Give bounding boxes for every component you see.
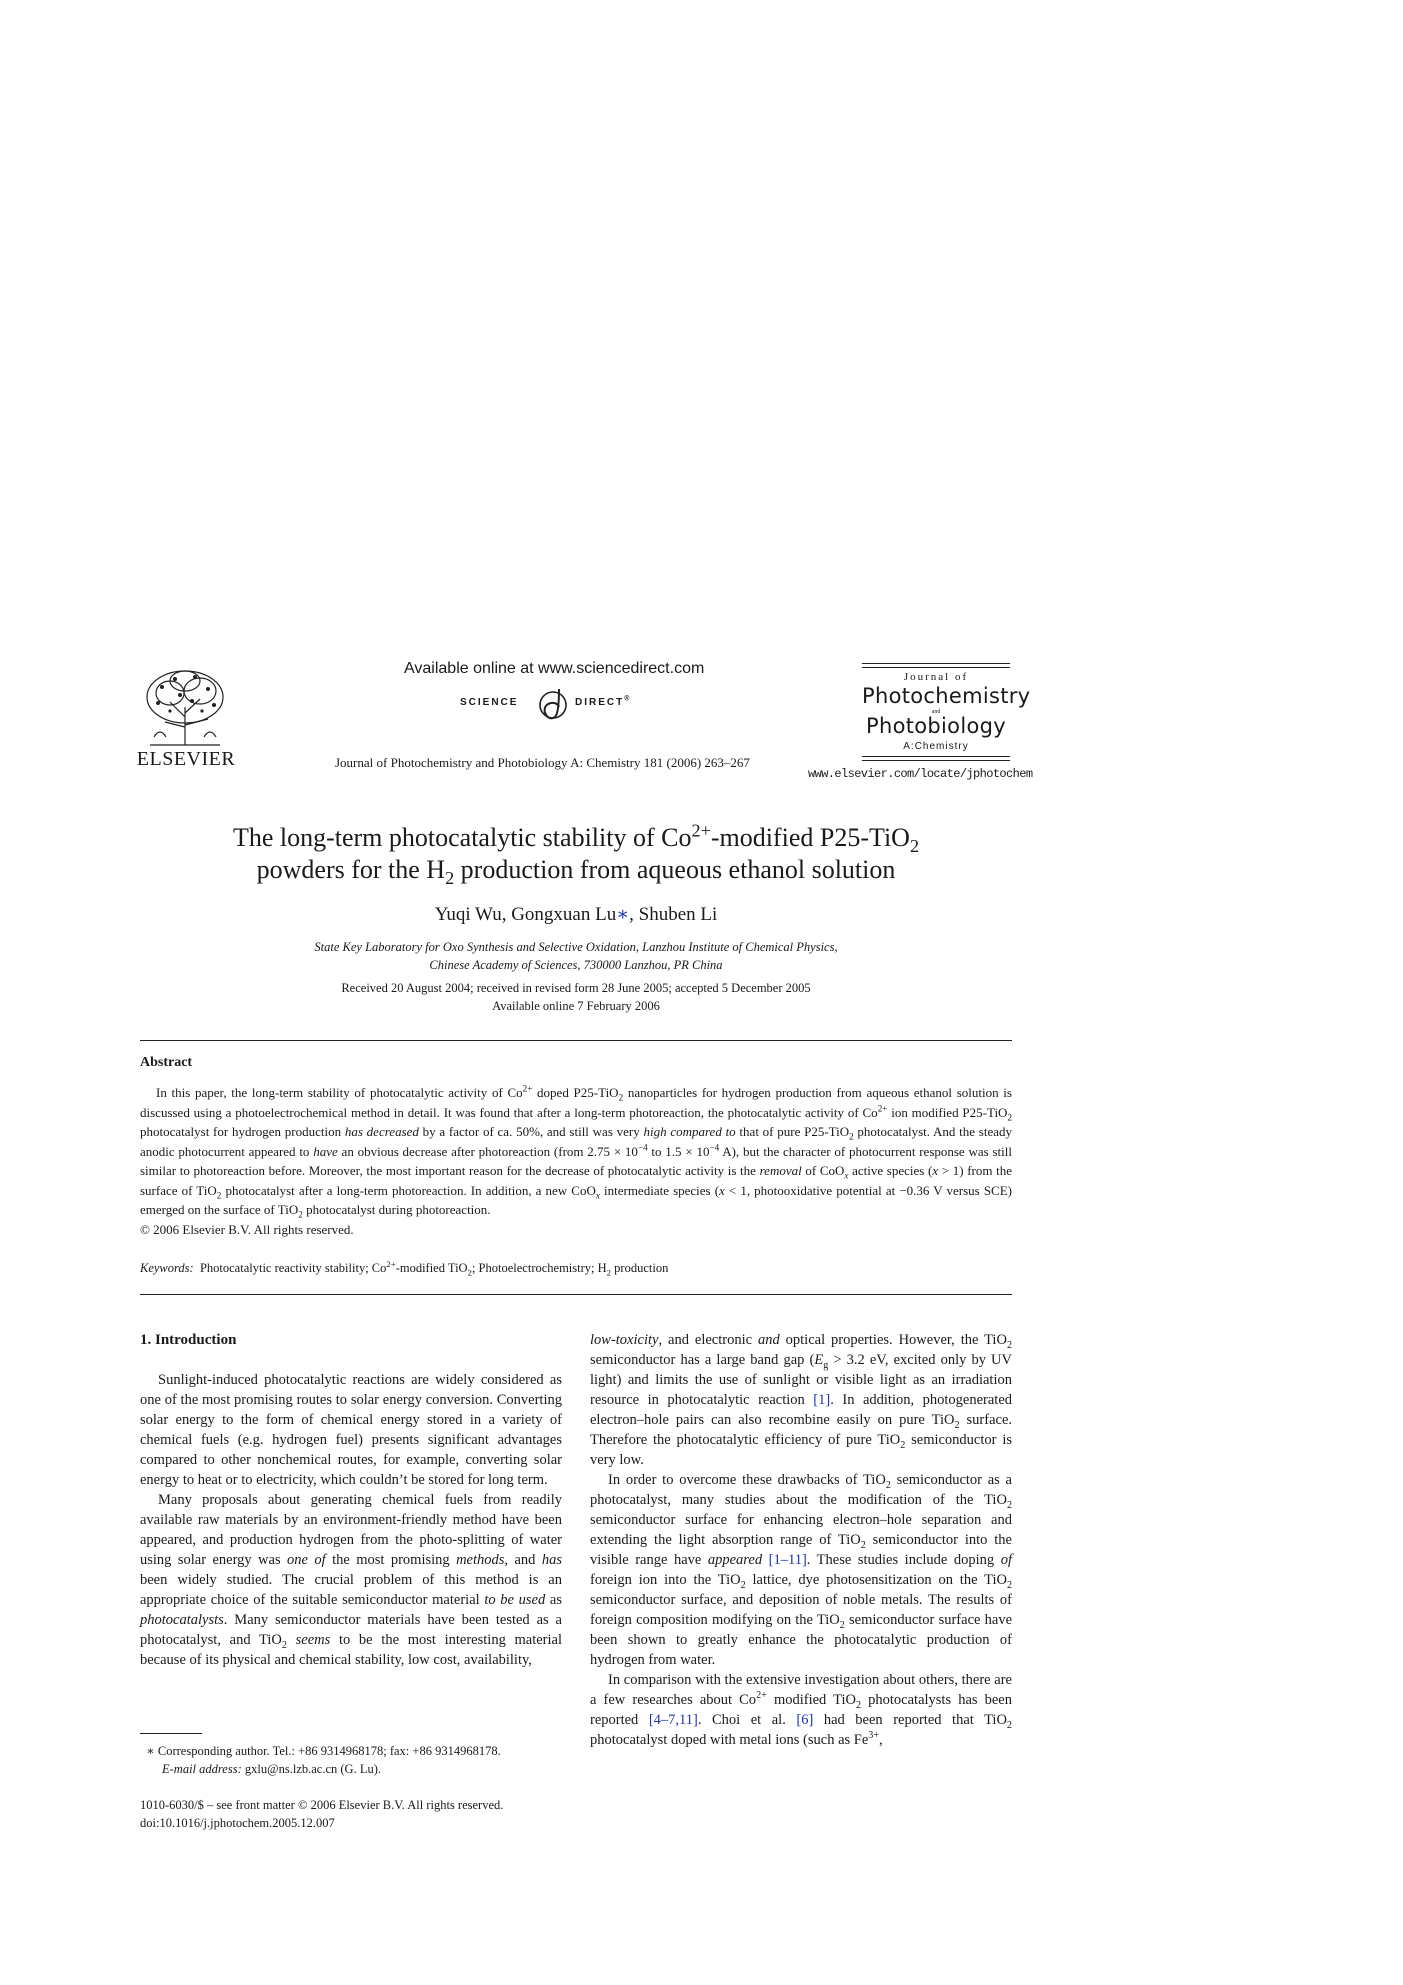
abstract-rule-bottom bbox=[140, 1294, 1012, 1295]
citation-link[interactable]: [1] bbox=[813, 1392, 831, 1408]
publisher-name: ELSEVIER bbox=[136, 748, 236, 770]
intro-paragraph-1: Sunlight-induced photocatalytic reactions are widely considered as one of the most promising routes to solar energy conversion. Converting solar energy to the form of chemical energy stored in a variety of chemical fuels (e.g. hydrogen fuel) presents significant advantages compared to other nonchemical routes, for example, converting solar energy to heat or to electricity, which couldn’t be stored for long term. bbox=[140, 1372, 562, 1488]
abstract-rule-top bbox=[140, 1040, 1012, 1041]
doi-line[interactable]: doi:10.1016/j.jphotochem.2005.12.007 bbox=[140, 1816, 335, 1830]
abstract-copyright: © 2006 Elsevier B.V. All rights reserved. bbox=[140, 1221, 354, 1237]
authors-part2: , Shuben Li bbox=[629, 904, 718, 925]
journal-logo-line5: A:Chemistry bbox=[903, 741, 969, 752]
journal-logo-rule bbox=[862, 667, 1010, 668]
sciencedirect-right bbox=[575, 697, 631, 708]
authors-part1: Yuqi Wu, Gongxuan Lu bbox=[434, 904, 617, 925]
section-heading-introduction: 1. Introduction bbox=[140, 1332, 237, 1348]
journal-logo-line3: and bbox=[931, 709, 941, 715]
intro-paragraph-2: Many proposals about generating chemical fuels from readily available raw materials by an environment-friendly method have been appeared, and production hydrogen from the photo-splitting of water using solar energy was one of the most promising methods, and has been widely studied. The crucial problem of this method is an appropriate choice of the suitable semiconductor material to be used as photocatalysts. Many semiconductor materials have been tested as a photocatalyst, and TiO$_2$ seems to be the most interesting material because of its physical and chemical stability, low cost, availability, bbox=[140, 1492, 563, 1668]
sciencedirect-left: SCIENCE bbox=[460, 697, 519, 708]
journal-logo-rule bbox=[862, 760, 1010, 761]
corresponding-author-link[interactable]: ∗ bbox=[616, 904, 630, 925]
available-online-date: Available online 7 February 2006 bbox=[492, 999, 660, 1013]
author-list bbox=[140, 903, 1012, 926]
journal-logo-rule bbox=[862, 663, 1010, 664]
sd-registered-mark: ® bbox=[624, 695, 632, 703]
footnote-rule bbox=[140, 1733, 202, 1734]
abstract-heading: Abstract bbox=[140, 1055, 193, 1070]
sd-right-word: DIRECT bbox=[575, 697, 625, 708]
sciencedirect-d-icon bbox=[535, 683, 571, 723]
journal-logo-line1: Journal of bbox=[903, 671, 969, 683]
left-column bbox=[140, 1330, 562, 1670]
citation-link[interactable]: [4–7,11] bbox=[648, 1712, 698, 1728]
journal-logo-line2: Photochemistry bbox=[862, 684, 1031, 708]
article-dates bbox=[140, 979, 1012, 1015]
right-column bbox=[590, 1330, 1012, 1750]
footnote-email bbox=[162, 1760, 381, 1778]
citation-link[interactable]: [6] bbox=[796, 1712, 814, 1728]
abstract-body bbox=[140, 1083, 1012, 1239]
footnote-corresponding-author: ∗ Corresponding author. Tel.: +86 9314968178; fax: +86 9314968178. bbox=[146, 1744, 501, 1758]
email-label: E-mail address: bbox=[162, 1762, 242, 1776]
email-address[interactable]: gxlu@ns.lzb.ac.cn (G. Lu). bbox=[241, 1762, 382, 1776]
intro-paragraph-3: low-toxicity, and electronic and optical properties. However, the TiO$_2$ semiconductor has a large band gap ($E_g > 3.2$ eV, excited only by UV light) and limits the use of sunlight or visible light as an irradiation resource in photocatalytic reaction [1]. In addition, photogenerated electron–hole pairs can also recombine easily on pure TiO$_2$ surface. Therefore the photocatalytic efficiency of pure TiO$_2$ semiconductor is very low. bbox=[590, 1332, 1013, 1468]
journal-url[interactable]: www.elsevier.com/locate/jphotochem bbox=[808, 767, 1033, 781]
journal-logo-line4: Photobiology bbox=[866, 714, 1006, 738]
abstract-paragraph: In this paper, the long-term stability of photocatalytic activity of $Co^{2+}$ doped P25-TiO$_2$ nanoparticles for hydrogen production from aqueous ethanol solution is discussed using a photoelectrochemical method in detail. It was found that after a long-term photoreaction, the photocatalytic activity of $Co^{2+}$ ion modified P25-TiO$_2$ photocatalyst for hydrogen production has decreased by a factor of ca. 50%, and still was very high compared to that of pure P25-TiO$_2$ photocatalyst. And the steady anodic photocurrent appeared to have an obvious decrease after photoreaction (from $2.75 \times 10^{-4}$ to $1.5 \times 10^{-4}$ A), but the character of photocurrent response was still similar to photoreaction before. Moreover, the most important reason for the decrease of photocatalytic activity is the removal of CoO$_x$ active species (x > 1) from the surface of TiO$_2$ photocatalyst after a long-term photoreaction. In addition, a new CoO$_x$ intermediate species (x < 1, photooxidative potential at −0.36 V versus SCE) emerged on the surface of TiO$_2$ photocatalyst during photoreaction. bbox=[140, 1083, 1013, 1220]
affiliation-line2: Chinese Academy of Sciences, 730000 Lanzhou, PR China bbox=[429, 958, 723, 972]
keywords-label: Keywords: bbox=[140, 1261, 194, 1275]
journal-citation: Journal of Photochemistry and Photobiology A: Chemistry 181 (2006) 263–267 bbox=[335, 755, 750, 770]
footnote-star: ∗ bbox=[146, 1744, 155, 1758]
available-online-text: Available online at www.sciencedirect.com bbox=[404, 660, 705, 677]
citation-link[interactable]: [1–11] bbox=[768, 1552, 807, 1568]
front-matter-line: 1010-6030/$ – see front matter © 2006 Elsevier B.V. All rights reserved. bbox=[140, 1798, 504, 1812]
article-title: The long-term photocatalytic stability of $Co^{2+}$-modified P25-TiO$_2$ powders for the $H_2$ production from aqueous ethanol solution bbox=[232, 820, 920, 889]
affiliation-line1: State Key Laboratory for Oxo Synthesis and Selective Oxidation, Lanzhou Institute of Chemical Physics, bbox=[314, 940, 838, 954]
journal-logo-rule bbox=[862, 756, 1010, 757]
intro-paragraph-4: In order to overcome these drawbacks of TiO$_2$ semiconductor as a photocatalyst, many studies about the modification of the TiO$_2$ semiconductor surface for enhancing electron–hole separation and extending the light absorption range of TiO$_2$ semiconductor into the visible range have appeared [1–11]. These studies include doping of foreign ion into the TiO$_2$ lattice, dye photosensitization on the TiO$_2$ semiconductor surface, and deposition of noble metals. The results of foreign composition modifying on the TiO$_2$ semiconductor surface have been shown to greatly enhance the photocatalytic production of hydrogen from water. bbox=[590, 1472, 1013, 1668]
keywords: Keywords: Photocatalytic reactivity stability; $Co^{2+}$-modified TiO$_2$; Photoelectrochemistry; $H_2$ production bbox=[140, 1258, 669, 1278]
intro-paragraph-5: In comparison with the extensive investigation about others, there are a few researches about $Co^{2+}$ modified TiO$_2$ photocatalysts has been reported [4–7,11]. Choi et al. [6] had been reported that TiO$_2$ photocatalyst doped with metal ions (such as $Fe^{3+}$, bbox=[590, 1672, 1012, 1748]
received-dates: Received 20 August 2004; received in revised form 28 June 2005; accepted 5 December 2005 bbox=[341, 981, 811, 995]
affiliation bbox=[140, 938, 1012, 974]
elsevier-tree-logo bbox=[140, 667, 230, 747]
